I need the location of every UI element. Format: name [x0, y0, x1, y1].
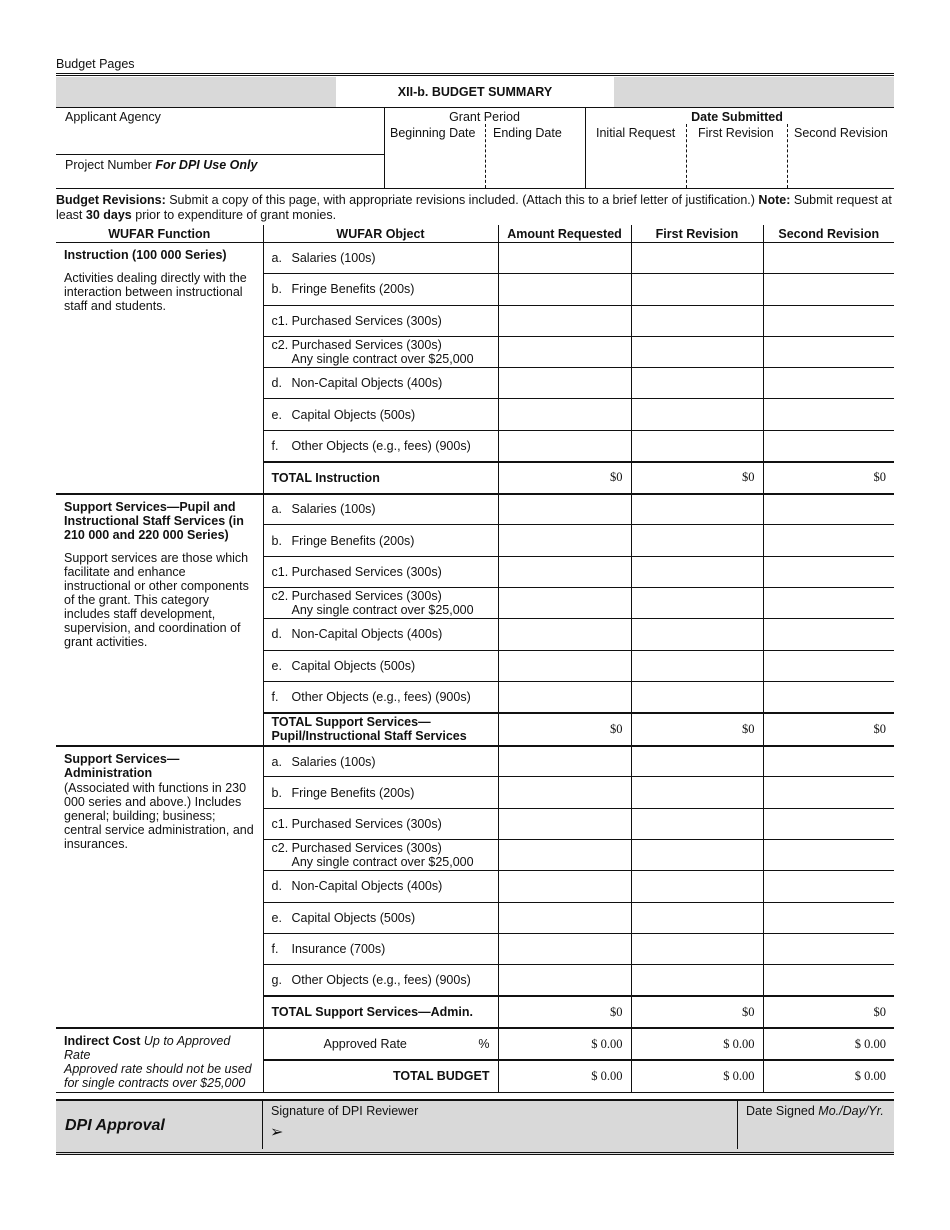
table-row — [56, 243, 894, 274]
total-label: TOTAL Instruction — [271, 470, 380, 485]
header-bottom-rule — [56, 188, 894, 189]
object-cell — [263, 965, 498, 996]
object-letter: d. — [271, 879, 282, 894]
amount-input-cell[interactable] — [631, 965, 763, 996]
object-text: Non-Capital Objects (400s) — [291, 879, 443, 894]
second-revision-label: Second Revision — [794, 126, 888, 140]
object-text: Salaries (100s) — [291, 502, 376, 517]
function-cell — [56, 243, 263, 494]
function-cell — [56, 746, 263, 1028]
function-description: Support services are those which facilitate and enhance instructional or other components of the grant. This category includes staff development, supervision, and coordination of grant activities. — [64, 550, 249, 649]
object-text: Non-Capital Objects (400s) — [291, 376, 443, 391]
amount-input-cell[interactable] — [763, 430, 894, 461]
total-value: $0 — [763, 462, 894, 494]
indirect-value: $ 0.00 — [763, 1028, 894, 1060]
object-letter: e. — [271, 407, 282, 422]
amount-input-cell[interactable] — [763, 681, 894, 712]
amount-input-cell[interactable] — [498, 619, 631, 650]
amount-input-cell[interactable] — [631, 619, 763, 650]
object-letter: c1. — [271, 564, 289, 579]
header-dash-2 — [686, 124, 687, 188]
amount-input-cell[interactable] — [763, 746, 894, 777]
amount-input-cell[interactable] — [498, 243, 631, 274]
amount-input-cell[interactable] — [763, 965, 894, 996]
amount-input-cell[interactable] — [498, 871, 631, 902]
object-cell — [263, 933, 498, 964]
object-cell — [263, 305, 498, 336]
grant-period-label: Grant Period — [449, 110, 520, 124]
indirect-title: Indirect Cost — [64, 1034, 141, 1049]
object-text: Non-Capital Objects (400s) — [291, 627, 443, 642]
object-text: Purchased Services (300s) — [291, 564, 442, 579]
object-cell — [263, 243, 498, 274]
col-header-second-revision: Second Revision — [763, 225, 894, 243]
total-label-cell — [263, 713, 498, 746]
col-header-object: WUFAR Object — [263, 225, 498, 243]
amount-input-cell[interactable] — [498, 556, 631, 587]
arrow-icon: ➢ — [270, 1124, 284, 1141]
object-cell — [263, 430, 498, 461]
total-value: $0 — [498, 462, 631, 494]
amount-input-cell[interactable] — [763, 902, 894, 933]
object-letter: d. — [271, 376, 282, 391]
form-title: XII-b. BUDGET SUMMARY — [336, 77, 614, 107]
amount-input-cell[interactable] — [763, 494, 894, 525]
object-letter: f. — [271, 942, 279, 957]
object-cell — [263, 840, 498, 871]
table-row — [56, 494, 894, 525]
object-letter: c1. — [271, 313, 289, 328]
project-number-label: Project Number For DPI Use Only — [65, 158, 258, 172]
total-label: TOTAL Support Services— — [271, 715, 431, 730]
amount-input-cell[interactable] — [763, 525, 894, 556]
amount-input-cell[interactable] — [498, 746, 631, 777]
beginning-date-label: Beginning Date — [390, 126, 476, 140]
amount-input-cell[interactable] — [498, 430, 631, 461]
object-subtext: Any single contract over $25,000 — [291, 352, 474, 367]
total-budget-value: $ 0.00 — [498, 1060, 631, 1092]
object-letter: f. — [271, 438, 279, 453]
total-value: $0 — [763, 713, 894, 746]
amount-input-cell[interactable] — [631, 933, 763, 964]
object-text: Other Objects (e.g., fees) (900s) — [291, 973, 471, 988]
amount-input-cell[interactable] — [631, 681, 763, 712]
amount-input-cell[interactable] — [498, 587, 631, 618]
object-cell — [263, 902, 498, 933]
amount-input-cell[interactable] — [498, 902, 631, 933]
applicant-agency-label: Applicant Agency — [65, 110, 161, 124]
indirect-value: $ 0.00 — [498, 1028, 631, 1060]
amount-input-cell[interactable] — [631, 650, 763, 681]
amount-input-cell[interactable] — [498, 933, 631, 964]
amount-input-cell[interactable] — [631, 587, 763, 618]
table-row — [56, 746, 894, 777]
object-text: Purchased Services (300s) — [291, 589, 442, 604]
amount-input-cell[interactable] — [763, 808, 894, 839]
total-budget-value: $ 0.00 — [763, 1060, 894, 1092]
total-budget-label: TOTAL BUDGET — [263, 1060, 498, 1092]
object-text: Capital Objects (500s) — [291, 910, 416, 925]
initial-request-label: Initial Request — [596, 126, 676, 140]
amount-input-cell[interactable] — [763, 933, 894, 964]
top-rule — [56, 73, 894, 74]
amount-input-cell[interactable] — [631, 871, 763, 902]
amount-input-cell[interactable] — [631, 368, 763, 399]
amount-input-cell[interactable] — [631, 525, 763, 556]
object-subtext: Any single contract over $25,000 — [291, 603, 474, 618]
amount-input-cell[interactable] — [631, 274, 763, 305]
amount-input-cell[interactable] — [631, 305, 763, 336]
object-cell — [263, 494, 498, 525]
amount-input-cell[interactable] — [631, 902, 763, 933]
indirect-cost-row — [56, 1028, 894, 1060]
amount-input-cell[interactable] — [631, 746, 763, 777]
amount-input-cell[interactable] — [763, 619, 894, 650]
amount-input-cell[interactable] — [763, 840, 894, 871]
object-cell — [263, 336, 498, 367]
object-text: Fringe Benefits (200s) — [291, 785, 415, 800]
amount-input-cell[interactable] — [631, 556, 763, 587]
amount-input-cell[interactable] — [763, 399, 894, 430]
object-letter: d. — [271, 627, 282, 642]
amount-input-cell[interactable] — [631, 777, 763, 808]
col-header-function: WUFAR Function — [56, 225, 263, 243]
dpi-approval-title: DPI Approval — [65, 1117, 165, 1134]
amount-input-cell[interactable] — [763, 274, 894, 305]
object-text: Purchased Services (300s) — [291, 313, 442, 328]
object-cell — [263, 619, 498, 650]
object-cell — [263, 399, 498, 430]
object-text: Fringe Benefits (200s) — [291, 533, 415, 548]
object-cell — [263, 650, 498, 681]
object-subtext: Any single contract over $25,000 — [291, 855, 474, 870]
function-description: (Associated with functions in 230 000 series and above.) Includes general; building; business; central service administration, and insurances. — [64, 780, 254, 851]
amount-input-cell[interactable] — [498, 494, 631, 525]
total-value: $0 — [631, 713, 763, 746]
amount-input-cell[interactable] — [498, 965, 631, 996]
object-cell — [263, 777, 498, 808]
approved-rate-cell[interactable] — [263, 1028, 498, 1060]
object-letter: b. — [271, 533, 282, 548]
object-text: Salaries (100s) — [291, 251, 376, 266]
object-cell — [263, 808, 498, 839]
amount-input-cell[interactable] — [631, 840, 763, 871]
budget-table — [56, 225, 894, 1093]
object-cell — [263, 274, 498, 305]
function-title: Support Services—Pupil and Instructional Staff Services (in 210 000 and 220 000 Series) — [64, 499, 244, 542]
ending-date-label: Ending Date — [493, 126, 562, 140]
amount-input-cell[interactable] — [763, 368, 894, 399]
amount-input-cell[interactable] — [631, 399, 763, 430]
amount-input-cell[interactable] — [763, 336, 894, 367]
amount-input-cell[interactable] — [498, 525, 631, 556]
date-submitted-label: Date Submitted — [691, 110, 783, 124]
indirect-cost-cell — [56, 1028, 263, 1092]
object-text: Other Objects (e.g., fees) (900s) — [291, 438, 471, 453]
amount-input-cell[interactable] — [763, 243, 894, 274]
indirect-title-italic: Up to Approved Rate — [64, 1034, 231, 1063]
total-label: TOTAL Support Services—Admin. — [271, 1005, 473, 1020]
signature-label: Signature of DPI Reviewer — [271, 1104, 419, 1118]
total-label-cell — [263, 996, 498, 1028]
header-dash-1 — [485, 124, 486, 188]
date-signed-label: Date Signed Mo./Day/Yr. — [746, 1104, 884, 1118]
percent-label: % — [478, 1037, 490, 1052]
total-value: $0 — [498, 996, 631, 1028]
object-letter: c2. — [271, 338, 289, 353]
total-budget-value: $ 0.00 — [631, 1060, 763, 1092]
indirect-value: $ 0.00 — [631, 1028, 763, 1060]
amount-input-cell[interactable] — [763, 871, 894, 902]
function-description: Activities dealing directly with the interaction between instructional staff and students. — [64, 271, 247, 313]
object-cell — [263, 681, 498, 712]
budget-revisions-note: Budget Revisions: Submit a copy of this page, with appropriate revisions included. (Attach this to a brief letter of justification.) Note: Submit request at least 30 days prior to expenditure of grant monies. — [56, 193, 892, 222]
object-letter: a. — [271, 754, 282, 769]
object-letter: a. — [271, 251, 282, 266]
total-value: $0 — [763, 996, 894, 1028]
object-letter: c1. — [271, 816, 289, 831]
object-text: Purchased Services (300s) — [291, 816, 442, 831]
total-label-2: Pupil/Instructional Staff Services — [271, 729, 467, 744]
amount-input-cell[interactable] — [631, 430, 763, 461]
object-letter: c2. — [271, 589, 289, 604]
header-dash-3 — [787, 124, 788, 188]
amount-input-cell[interactable] — [498, 777, 631, 808]
approval-divider-2 — [737, 1101, 738, 1149]
total-value: $0 — [631, 996, 763, 1028]
object-letter: f. — [271, 689, 279, 704]
object-text: Other Objects (e.g., fees) (900s) — [291, 689, 471, 704]
object-letter: c2. — [271, 841, 289, 856]
object-text: Capital Objects (500s) — [291, 407, 416, 422]
object-text: Salaries (100s) — [291, 754, 376, 769]
object-cell — [263, 368, 498, 399]
amount-input-cell[interactable] — [498, 368, 631, 399]
amount-input-cell[interactable] — [631, 243, 763, 274]
amount-input-cell[interactable] — [631, 808, 763, 839]
object-cell — [263, 556, 498, 587]
amount-input-cell[interactable] — [498, 681, 631, 712]
approval-divider-1 — [262, 1101, 263, 1149]
amount-input-cell[interactable] — [498, 808, 631, 839]
amount-input-cell[interactable] — [498, 305, 631, 336]
object-text: Capital Objects (500s) — [291, 658, 416, 673]
object-cell — [263, 746, 498, 777]
title-bottom-rule — [56, 107, 894, 108]
function-title: Support Services—Administration — [64, 751, 180, 780]
first-revision-label: First Revision — [698, 126, 774, 140]
object-letter: a. — [271, 502, 282, 517]
amount-input-cell[interactable] — [763, 556, 894, 587]
object-letter: e. — [271, 910, 282, 925]
object-text: Insurance (700s) — [291, 942, 386, 957]
page-header: Budget Pages — [56, 57, 135, 71]
object-cell — [263, 525, 498, 556]
header-divider-2 — [585, 107, 586, 188]
approved-rate-label: Approved Rate — [323, 1037, 407, 1052]
object-letter: b. — [271, 785, 282, 800]
object-letter: b. — [271, 282, 282, 297]
object-text: Fringe Benefits (200s) — [291, 282, 415, 297]
amount-input-cell[interactable] — [631, 494, 763, 525]
amount-input-cell[interactable] — [763, 587, 894, 618]
function-title: Instruction (100 000 Series) — [64, 248, 227, 262]
amount-input-cell[interactable] — [498, 650, 631, 681]
top-rule-2 — [56, 75, 894, 76]
amount-input-cell[interactable] — [763, 305, 894, 336]
applicant-divider — [56, 154, 384, 155]
amount-input-cell[interactable] — [498, 274, 631, 305]
indirect-note: Approved rate should not be used for single contracts over $25,000 — [64, 1062, 252, 1091]
amount-input-cell[interactable] — [498, 840, 631, 871]
amount-input-cell[interactable] — [498, 399, 631, 430]
object-cell — [263, 587, 498, 618]
amount-input-cell[interactable] — [763, 777, 894, 808]
object-text: Purchased Services (300s) — [291, 841, 442, 856]
amount-input-cell[interactable] — [631, 336, 763, 367]
total-label-cell — [263, 462, 498, 494]
col-header-amount: Amount Requested — [498, 225, 631, 243]
amount-input-cell[interactable] — [498, 336, 631, 367]
object-letter: g. — [271, 973, 282, 988]
object-cell — [263, 871, 498, 902]
total-value: $0 — [498, 713, 631, 746]
col-header-first-revision: First Revision — [631, 225, 763, 243]
amount-input-cell[interactable] — [763, 650, 894, 681]
total-value: $0 — [631, 462, 763, 494]
object-letter: e. — [271, 658, 282, 673]
function-cell — [56, 494, 263, 746]
object-text: Purchased Services (300s) — [291, 338, 442, 353]
